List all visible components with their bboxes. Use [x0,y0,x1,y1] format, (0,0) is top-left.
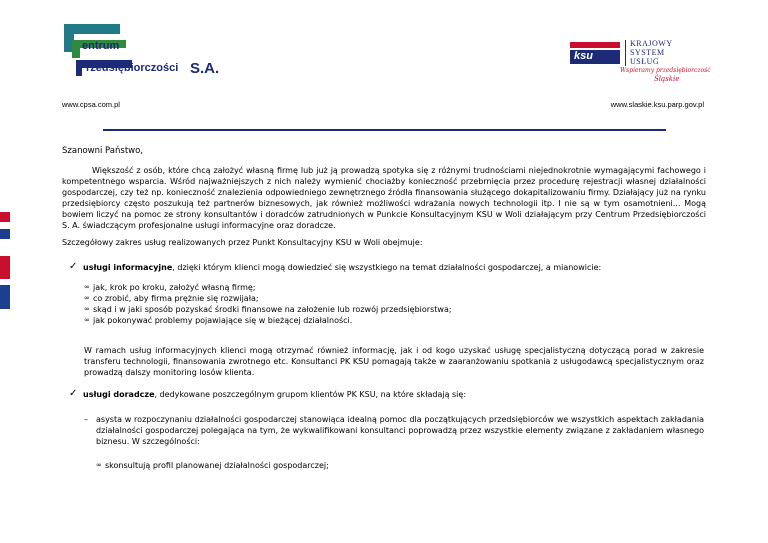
ksu-divider [625,40,626,66]
side-bar-blue [0,285,10,309]
ksu-line3: USŁUG [630,57,660,66]
list-item: ∞ jak pokonywać problemy pojawiające się w bieżącej działalności. [84,315,684,326]
header-divider [103,129,666,131]
paragraph-scope: Szczegółowy zakres usług realizowanych przez Punkt Konsultacyjny KSU w Woli obejmuje: [62,238,423,247]
section1-title: usługi informacyjne [83,263,173,272]
right-url[interactable]: www.slaskie.ksu.parp.gov.pl [610,100,704,109]
section-advisory-services [69,388,703,400]
section1-text: , dzięki którym klienci mogą dowiedzieć się wszystkiego na temat działalności gospodarczej, a mianowicie: [172,263,602,272]
list-item: ∞ skąd i w jaki sposób pozyskać środki finansowe na założenie lub rozwój przedsiębiorstwa; [84,304,684,315]
information-bullets [84,282,684,326]
paragraph-intro: Większość z osób, które chcą założyć własną firmę lub już ją prowadzą spotyka się z różnymi trudnościami niejednokrotnie wymagającymi fachowego i kompetentnego wsparcia. Wśród najważniejszych z nich należy wymienić chociażby konieczność przebrnięcia przez procedurę rejestracji własnej działalności gospodarczej, czy też np. konieczność znalezienia odpowiedniego zewnętrznego źródła finansowania służącego dokapitalizowaniu firmy. Działający już na rynku przedsiębiorcy często poszukują też partnerów biznesowych, jak również możliwości wdrażania nowych technologii itp. I nie są w tym osamotnieni... Mogą bowiem liczyć na pomoc ze strony konsultantów i doradców zatrudnionych w Punkcie Konsultacyjnym KSU w Woli działającym przy Centrum Przedsiębiorczości S. A. świadczącym profesjonalne usługi informacyjne oraz doradcze. [62,166,706,230]
section-information-services [69,261,703,273]
list-item: ∞ skonsultują profil planowanej działalności gospodarczej; [96,460,696,471]
checkmark-icon: ✓ [69,261,78,272]
list-item: ∞ jak, krok po kroku, założyć własną firmę; [84,282,684,293]
checkmark-icon: ✓ [69,388,78,399]
logo-line2: rzedsiębiorczości [86,62,179,74]
list-item: ∞ co zrobić, aby firma prężnie się rozwijała; [84,293,684,304]
ksu-line1: KRAJOWY [630,39,673,48]
ksu-slogan: Wspieramy przedsiębiorczość [620,67,711,74]
ksu-text: ksu [574,50,593,62]
side-bar-red [0,256,10,279]
left-url[interactable]: www.cpsa.com.pl [62,100,120,109]
dash-item-text: asysta w rozpoczynaniu działalności gospodarczej stanowiąca idealną pomoc dla początkujących przedsiębiorców we wszystkich aspektach zakładania działalności gospodarczej polegająca na tym, że wykwalifikowani konsultanci poprowadzą przez wszystkie elementy związane z zakładaniem własnego biznesu. W szczególności: [96,415,704,446]
ksu-line2: SYSTEM [630,48,665,57]
centrum-logo [62,20,232,80]
paragraph-info-details: W ramach usług informacyjnych klienci mogą otrzymać również informację, jak i od kogo uzyskać usługę specjalistyczną dotyczącą porad w zakresie transferu technologii, finansowania zwrotnego etc. Konsultanci PK KSU pomagają także w zaaranżowaniu spotkania z usługodawcą specjalistycznym oraz prowadzą dalszy monitoring losów klienta. [84,346,704,377]
section2-text: , dedykowane poszczególnym grupom klientów PK KSU, na które składają się: [154,390,467,399]
logo-line1: entrum [82,40,120,52]
section2-title: usługi doradcze [83,390,155,399]
greeting: Szanowni Państwo, [62,146,144,156]
dash-item-startup-assistance [84,414,704,447]
side-square-blue [0,229,10,239]
ksu-logo [570,38,711,86]
dash-marker: – [84,415,88,424]
advisory-sub-bullets [96,460,696,471]
logo-suffix: S.A. [190,60,220,77]
side-square-red [0,212,10,222]
ksu-region: Śląskie [654,75,680,83]
